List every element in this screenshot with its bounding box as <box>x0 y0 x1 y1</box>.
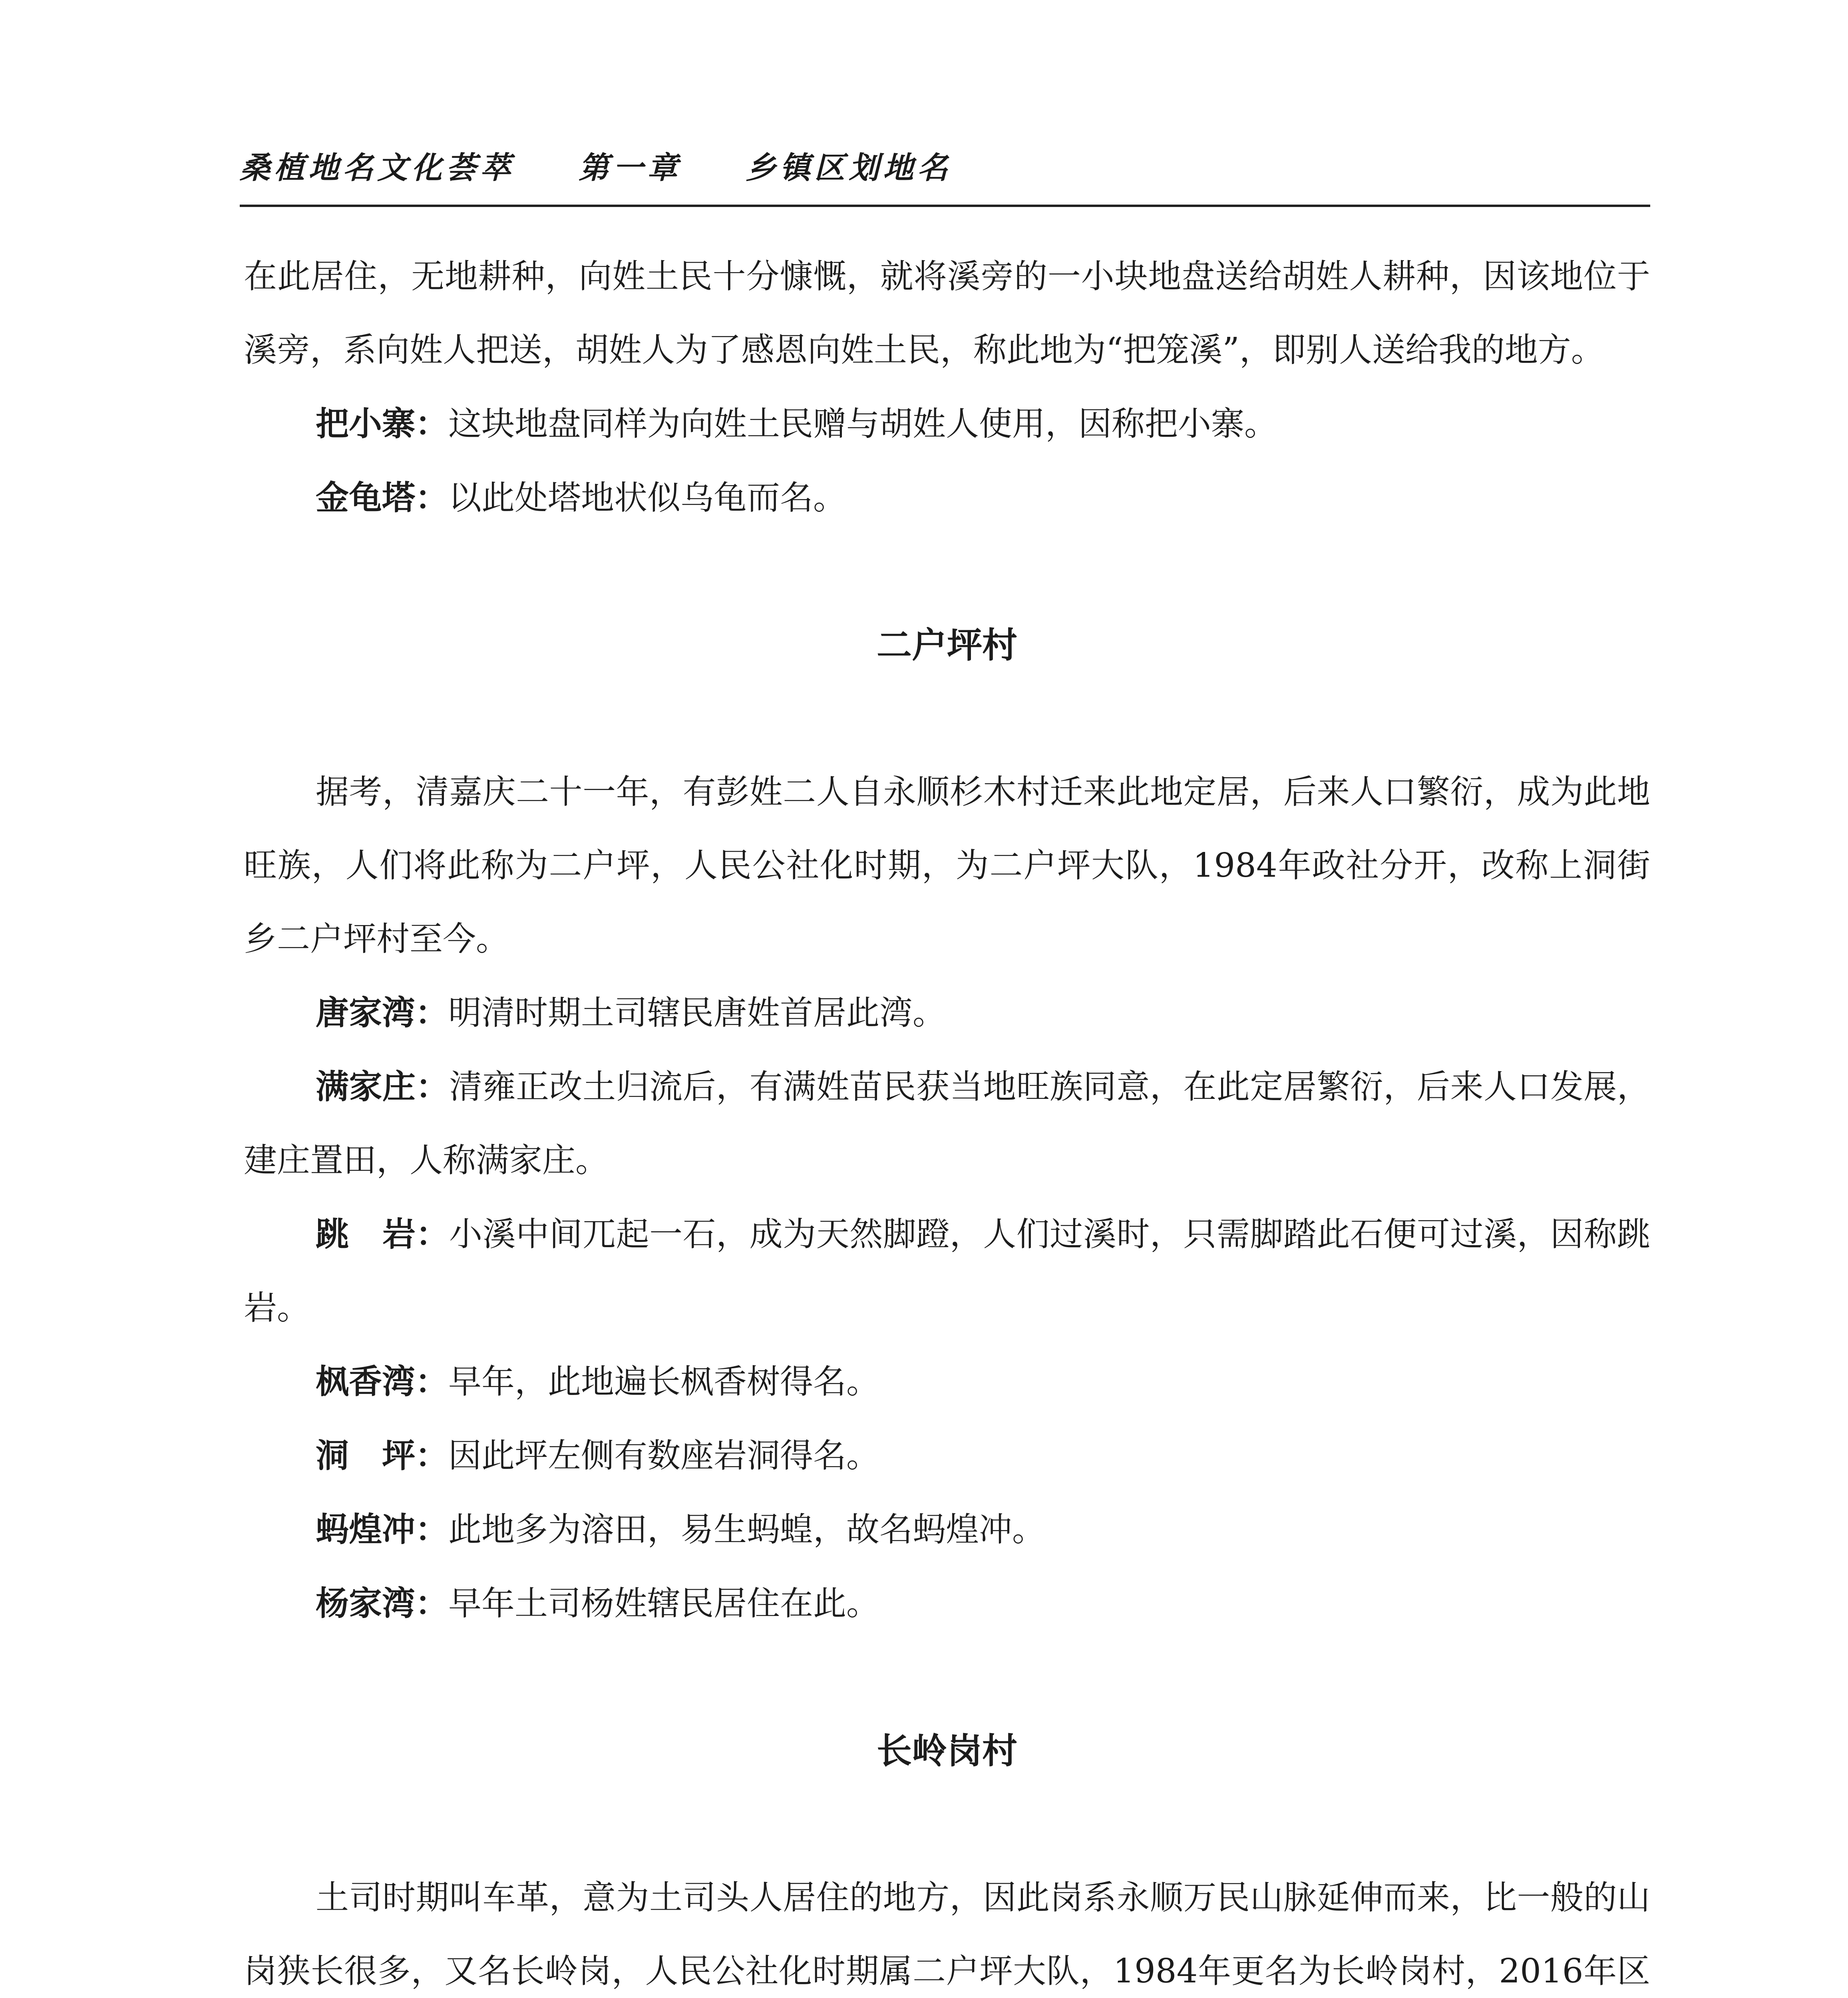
entry-term: 跳 岩： <box>316 1214 450 1254</box>
entry-term: 金龟塔： <box>316 478 448 517</box>
entry-term: 枫香湾： <box>316 1362 448 1401</box>
entry-dongping <box>244 1419 1650 1493</box>
running-header <box>240 148 1016 188</box>
entry-tangjiawan <box>244 976 1650 1050</box>
entry-term: 洞 坪： <box>316 1436 448 1475</box>
entry-mahuangchong <box>244 1493 1650 1566</box>
entry-text: 早年土司杨姓辖民居住在此。 <box>448 1584 879 1623</box>
section-body-changlinggang: 土司时期叫车革，意为土司头人居住的地方，因此岗系永顺万民山脉延伸而来，比一般的山岗狭长很多，又名长岭岗，人民公社化时期属二户坪大队，1984年更名为长岭岗村，2016年区 <box>244 1878 1650 1990</box>
entry-text: 以此处塔地状似乌龟而名。 <box>448 478 846 517</box>
entry-term: 蚂煌冲： <box>316 1510 448 1549</box>
entry-jinguita <box>244 461 1650 535</box>
chapter-title: 乡镇区划地名 <box>746 150 952 185</box>
entry-term: 把小寨： <box>316 404 448 443</box>
header-rule <box>240 205 1650 207</box>
intro-paragraph: 在此居住，无地耕种，向姓土民十分慷慨，就将溪旁的一小块地盘送给胡姓人耕种，因该地位于溪旁，系向姓人把送，胡姓人为了感恩向姓土民，称此地为“把笼溪”，即别人送给我的地方。 <box>244 257 1650 369</box>
entry-fengxiangwan <box>244 1345 1650 1419</box>
entry-text: 小溪中间兀起一石，成为天然脚蹬，人们过溪时，只需脚踏此石便可过溪，因称跳岩。 <box>244 1215 1651 1327</box>
entry-term: 满家庄： <box>316 1067 450 1106</box>
page-content <box>244 240 1650 1998</box>
entry-manjiazhuang <box>244 1050 1650 1197</box>
entry-text: 此地多为溶田，易生蚂蝗，故名蚂煌冲。 <box>448 1510 1045 1549</box>
entry-tiaoyan <box>244 1197 1650 1345</box>
entry-text: 这块地盘同样为向姓土民赠与胡姓人使用，因称把小寨。 <box>448 404 1277 443</box>
chapter-number: 第一章 <box>579 150 682 185</box>
entry-text: 明清时期土司辖民唐姓首居此湾。 <box>448 993 946 1032</box>
section-title-erhuping: 二户坪村 <box>876 624 1017 666</box>
section-title-changlinggang: 长岭岗村 <box>876 1730 1017 1771</box>
entry-yangjiawan <box>244 1566 1650 1640</box>
entry-term: 杨家湾： <box>316 1584 448 1623</box>
entry-text: 清雍正改土归流后，有满姓苗民获当地旺族同意，在此定居繁衍，后来人口发展，建庄置田，人称满家庄。 <box>244 1067 1651 1180</box>
entry-baxiaozhai <box>244 387 1650 461</box>
section-body-erhuping: 据考，清嘉庆二十一年，有彭姓二人自永顺杉木村迁来此地定居，后来人口繁衍，成为此地旺族，人们将此称为二户坪，人民公社化时期，为二户坪大队，1984年政社分开，改称上洞街乡二户坪村至今。 <box>244 772 1650 958</box>
entry-text: 早年，此地遍长枫香树得名。 <box>448 1362 879 1401</box>
book-title: 桑植地名文化荟萃 <box>240 150 515 185</box>
entry-term: 唐家湾： <box>316 993 448 1032</box>
entry-text: 因此坪左侧有数座岩洞得名。 <box>448 1436 879 1475</box>
